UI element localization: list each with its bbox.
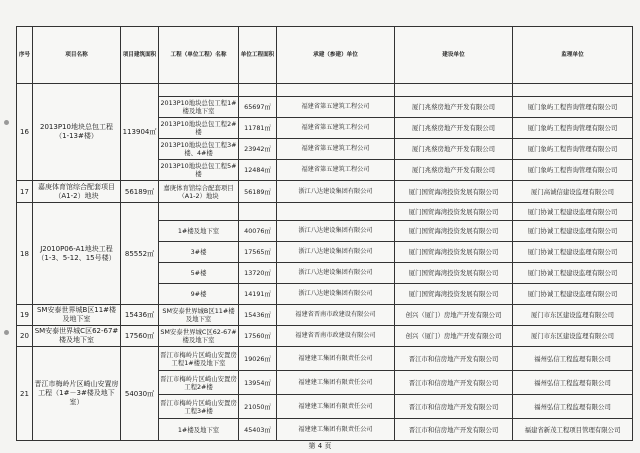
cell-seq: 18 bbox=[17, 203, 33, 305]
cell-contractor: 福建省晋南市政建设有限公司 bbox=[277, 305, 395, 326]
page-number: 第 4 页 bbox=[308, 442, 332, 450]
cell-builder: 创兴（厦门）房地产开发有限公司 bbox=[395, 305, 513, 326]
cell-supervisor: 厦门协诚工程建设监理有限公司 bbox=[513, 221, 633, 242]
header-project-area: 项目建筑面积 bbox=[121, 27, 159, 84]
cell-unit: 2013P10地块总包工程5#楼 bbox=[159, 160, 239, 181]
binding-hole bbox=[4, 120, 9, 125]
table-row bbox=[17, 181, 633, 203]
cell-unit: 5#楼 bbox=[159, 263, 239, 284]
cell-seq: 17 bbox=[17, 181, 33, 203]
cell-unit-area: 56189㎡ bbox=[239, 181, 277, 203]
cell-unit-area: 19026㎡ bbox=[239, 347, 277, 371]
cell-builder: 厦门国贸海湾投资发展有限公司 bbox=[395, 242, 513, 263]
cell-unit-area bbox=[239, 84, 277, 97]
table-row bbox=[17, 326, 633, 347]
cell-builder: 厦门国贸海湾投资发展有限公司 bbox=[395, 203, 513, 221]
cell-unit-area: 40076㎡ bbox=[239, 221, 277, 242]
cell-supervisor: 厦门象屿工程咨询管理有限公司 bbox=[513, 139, 633, 160]
cell-unit-area: 13954㎡ bbox=[239, 371, 277, 395]
cell-contractor: 福建省第五建筑工程公司 bbox=[277, 118, 395, 139]
cell-seq: 16 bbox=[17, 84, 33, 181]
cell-contractor: 浙江八达建设集团有限公司 bbox=[277, 284, 395, 305]
header-builder: 建设单位 bbox=[395, 27, 513, 84]
cell-contractor: 福建省晋南市政建设有限公司 bbox=[277, 326, 395, 347]
cell-builder: 晋江市和信房地产开发有限公司 bbox=[395, 347, 513, 371]
cell-supervisor: 厦门高诚信建设监理有限公司 bbox=[513, 181, 633, 203]
table-row bbox=[17, 84, 633, 97]
cell-project-area: 113904㎡ bbox=[121, 84, 159, 181]
cell-builder: 创兴（厦门）房地产开发有限公司 bbox=[395, 326, 513, 347]
cell-contractor: 福建建工集团有限责任公司 bbox=[277, 347, 395, 371]
cell-supervisor: 厦门市东区建设监理有限公司 bbox=[513, 326, 633, 347]
cell-builder: 厦门兆蔡房地产开发有限公司 bbox=[395, 139, 513, 160]
cell-unit: 嘉庚体育馆综合配套项目（A1-2）地块 bbox=[159, 181, 239, 203]
header-row bbox=[17, 27, 633, 84]
cell-contractor: 福建省第五建筑工程公司 bbox=[277, 97, 395, 118]
cell-supervisor: 厦门市东区建设监理有限公司 bbox=[513, 305, 633, 326]
cell-contractor: 浙江八达建设集团有限公司 bbox=[277, 181, 395, 203]
cell-unit-area bbox=[239, 203, 277, 221]
cell-supervisor: 厦门协诚工程建设监理有限公司 bbox=[513, 242, 633, 263]
cell-project-area: 17560㎡ bbox=[121, 326, 159, 347]
cell-unit-area: 12484㎡ bbox=[239, 160, 277, 181]
cell-supervisor: 厦门象屿工程咨询管理有限公司 bbox=[513, 97, 633, 118]
cell-builder: 厦门兆蔡房地产开发有限公司 bbox=[395, 160, 513, 181]
cell-project: 晋江市梅岭片区崎山安置房工程（1#－3#楼及地下室） bbox=[33, 347, 121, 441]
cell-supervisor: 厦门协诚工程建设监理有限公司 bbox=[513, 284, 633, 305]
header-unit-name: 工程（单位工程）名称 bbox=[159, 27, 239, 84]
cell-project: SM安泰世界城C区62-67#楼及地下室 bbox=[33, 326, 121, 347]
cell-supervisor bbox=[513, 84, 633, 97]
cell-supervisor: 厦门协诚工程建设监理有限公司 bbox=[513, 263, 633, 284]
cell-project: SM安泰世界城B区11#楼及地下室 bbox=[33, 305, 121, 326]
cell-supervisor: 福建省新茂工程项目管理有限公司 bbox=[513, 419, 633, 441]
cell-contractor: 浙江八达建设集团有限公司 bbox=[277, 221, 395, 242]
cell-unit-area: 15436㎡ bbox=[239, 305, 277, 326]
cell-unit-area: 17565㎡ bbox=[239, 242, 277, 263]
header-unit-area: 单位工程面积 bbox=[239, 27, 277, 84]
cell-unit: 晋江市梅岭片区崎山安置房工程2#楼 bbox=[159, 371, 239, 395]
cell-unit-area: 17560㎡ bbox=[239, 326, 277, 347]
binding-hole bbox=[4, 330, 9, 335]
cell-builder: 厦门国贸海湾投资发展有限公司 bbox=[395, 284, 513, 305]
cell-builder: 晋江市和信房地产开发有限公司 bbox=[395, 395, 513, 419]
cell-unit: 2013P10地块总包工程1#楼及地下室 bbox=[159, 97, 239, 118]
cell-builder: 晋江市和信房地产开发有限公司 bbox=[395, 371, 513, 395]
cell-builder: 厦门国贸海湾投资发展有限公司 bbox=[395, 181, 513, 203]
cell-builder: 厦门兆蔡房地产开发有限公司 bbox=[395, 97, 513, 118]
cell-unit-area: 14191㎡ bbox=[239, 284, 277, 305]
cell-unit: 1#楼及地下室 bbox=[159, 419, 239, 441]
cell-project: J2010P06-A1地块工程（1-3、5-12、15号楼） bbox=[33, 203, 121, 305]
cell-unit: 2013P10地块总包工程2#楼 bbox=[159, 118, 239, 139]
cell-unit: 晋江市梅岭片区崎山安置房工程1#楼及地下室 bbox=[159, 347, 239, 371]
cell-unit: 晋江市梅岭片区崎山安置房工程3#楼 bbox=[159, 395, 239, 419]
header-contractor: 承建（参建）单位 bbox=[277, 27, 395, 84]
cell-contractor: 浙江八达建设集团有限公司 bbox=[277, 242, 395, 263]
cell-unit-area: 11781㎡ bbox=[239, 118, 277, 139]
cell-project-area: 54030㎡ bbox=[121, 347, 159, 441]
cell-project-area: 15436㎡ bbox=[121, 305, 159, 326]
project-table bbox=[16, 26, 633, 441]
cell-supervisor: 福州弘信工程监理有限公司 bbox=[513, 395, 633, 419]
cell-unit-area: 23942㎡ bbox=[239, 139, 277, 160]
cell-supervisor: 厦门象屿工程咨询管理有限公司 bbox=[513, 160, 633, 181]
cell-builder: 厦门国贸海湾投资发展有限公司 bbox=[395, 221, 513, 242]
cell-unit: 2013P10地块总包工程3#楼、4#楼 bbox=[159, 139, 239, 160]
cell-unit bbox=[159, 84, 239, 97]
cell-unit-area: 45403㎡ bbox=[239, 419, 277, 441]
cell-unit-area: 13720㎡ bbox=[239, 263, 277, 284]
cell-project-area: 56189㎡ bbox=[121, 181, 159, 203]
header-supervisor: 监理单位 bbox=[513, 27, 633, 84]
cell-seq: 20 bbox=[17, 326, 33, 347]
cell-contractor: 福建建工集团有限责任公司 bbox=[277, 419, 395, 441]
header-seq: 序号 bbox=[17, 27, 33, 84]
cell-unit-area: 21050㎡ bbox=[239, 395, 277, 419]
cell-builder bbox=[395, 84, 513, 97]
cell-unit: SM安泰世界城B区11#楼及地下室 bbox=[159, 305, 239, 326]
cell-seq: 21 bbox=[17, 347, 33, 441]
cell-contractor: 浙江八达建设集团有限公司 bbox=[277, 263, 395, 284]
cell-supervisor: 福州弘信工程监理有限公司 bbox=[513, 371, 633, 395]
cell-contractor: 福建建工集团有限责任公司 bbox=[277, 395, 395, 419]
cell-supervisor: 福州弘信工程监理有限公司 bbox=[513, 347, 633, 371]
header-project-name: 项目名称 bbox=[33, 27, 121, 84]
cell-builder: 厦门兆蔡房地产开发有限公司 bbox=[395, 118, 513, 139]
cell-builder: 厦门国贸海湾投资发展有限公司 bbox=[395, 263, 513, 284]
cell-project: 嘉庚体育馆综合配套项目（A1-2）地块 bbox=[33, 181, 121, 203]
cell-unit-area: 65697㎡ bbox=[239, 97, 277, 118]
cell-unit: SM安泰世界城C区62-67#楼及地下室 bbox=[159, 326, 239, 347]
table-row bbox=[17, 347, 633, 371]
cell-contractor: 福建省第五建筑工程公司 bbox=[277, 160, 395, 181]
table-row bbox=[17, 305, 633, 326]
cell-supervisor: 厦门协诚工程建设监理有限公司 bbox=[513, 203, 633, 221]
cell-project: 2013P10地块总包工程（1-13#楼） bbox=[33, 84, 121, 181]
cell-unit: 9#楼 bbox=[159, 284, 239, 305]
cell-supervisor: 厦门象屿工程咨询管理有限公司 bbox=[513, 118, 633, 139]
cell-unit: 1#楼及地下室 bbox=[159, 221, 239, 242]
cell-contractor bbox=[277, 203, 395, 221]
cell-contractor: 福建建工集团有限责任公司 bbox=[277, 371, 395, 395]
table-row bbox=[17, 203, 633, 221]
cell-unit bbox=[159, 203, 239, 221]
cell-contractor: 福建省第五建筑工程公司 bbox=[277, 139, 395, 160]
cell-seq: 19 bbox=[17, 305, 33, 326]
cell-builder: 晋江市和信房地产开发有限公司 bbox=[395, 419, 513, 441]
cell-project-area: 85552㎡ bbox=[121, 203, 159, 305]
cell-contractor bbox=[277, 84, 395, 97]
cell-unit: 3#楼 bbox=[159, 242, 239, 263]
